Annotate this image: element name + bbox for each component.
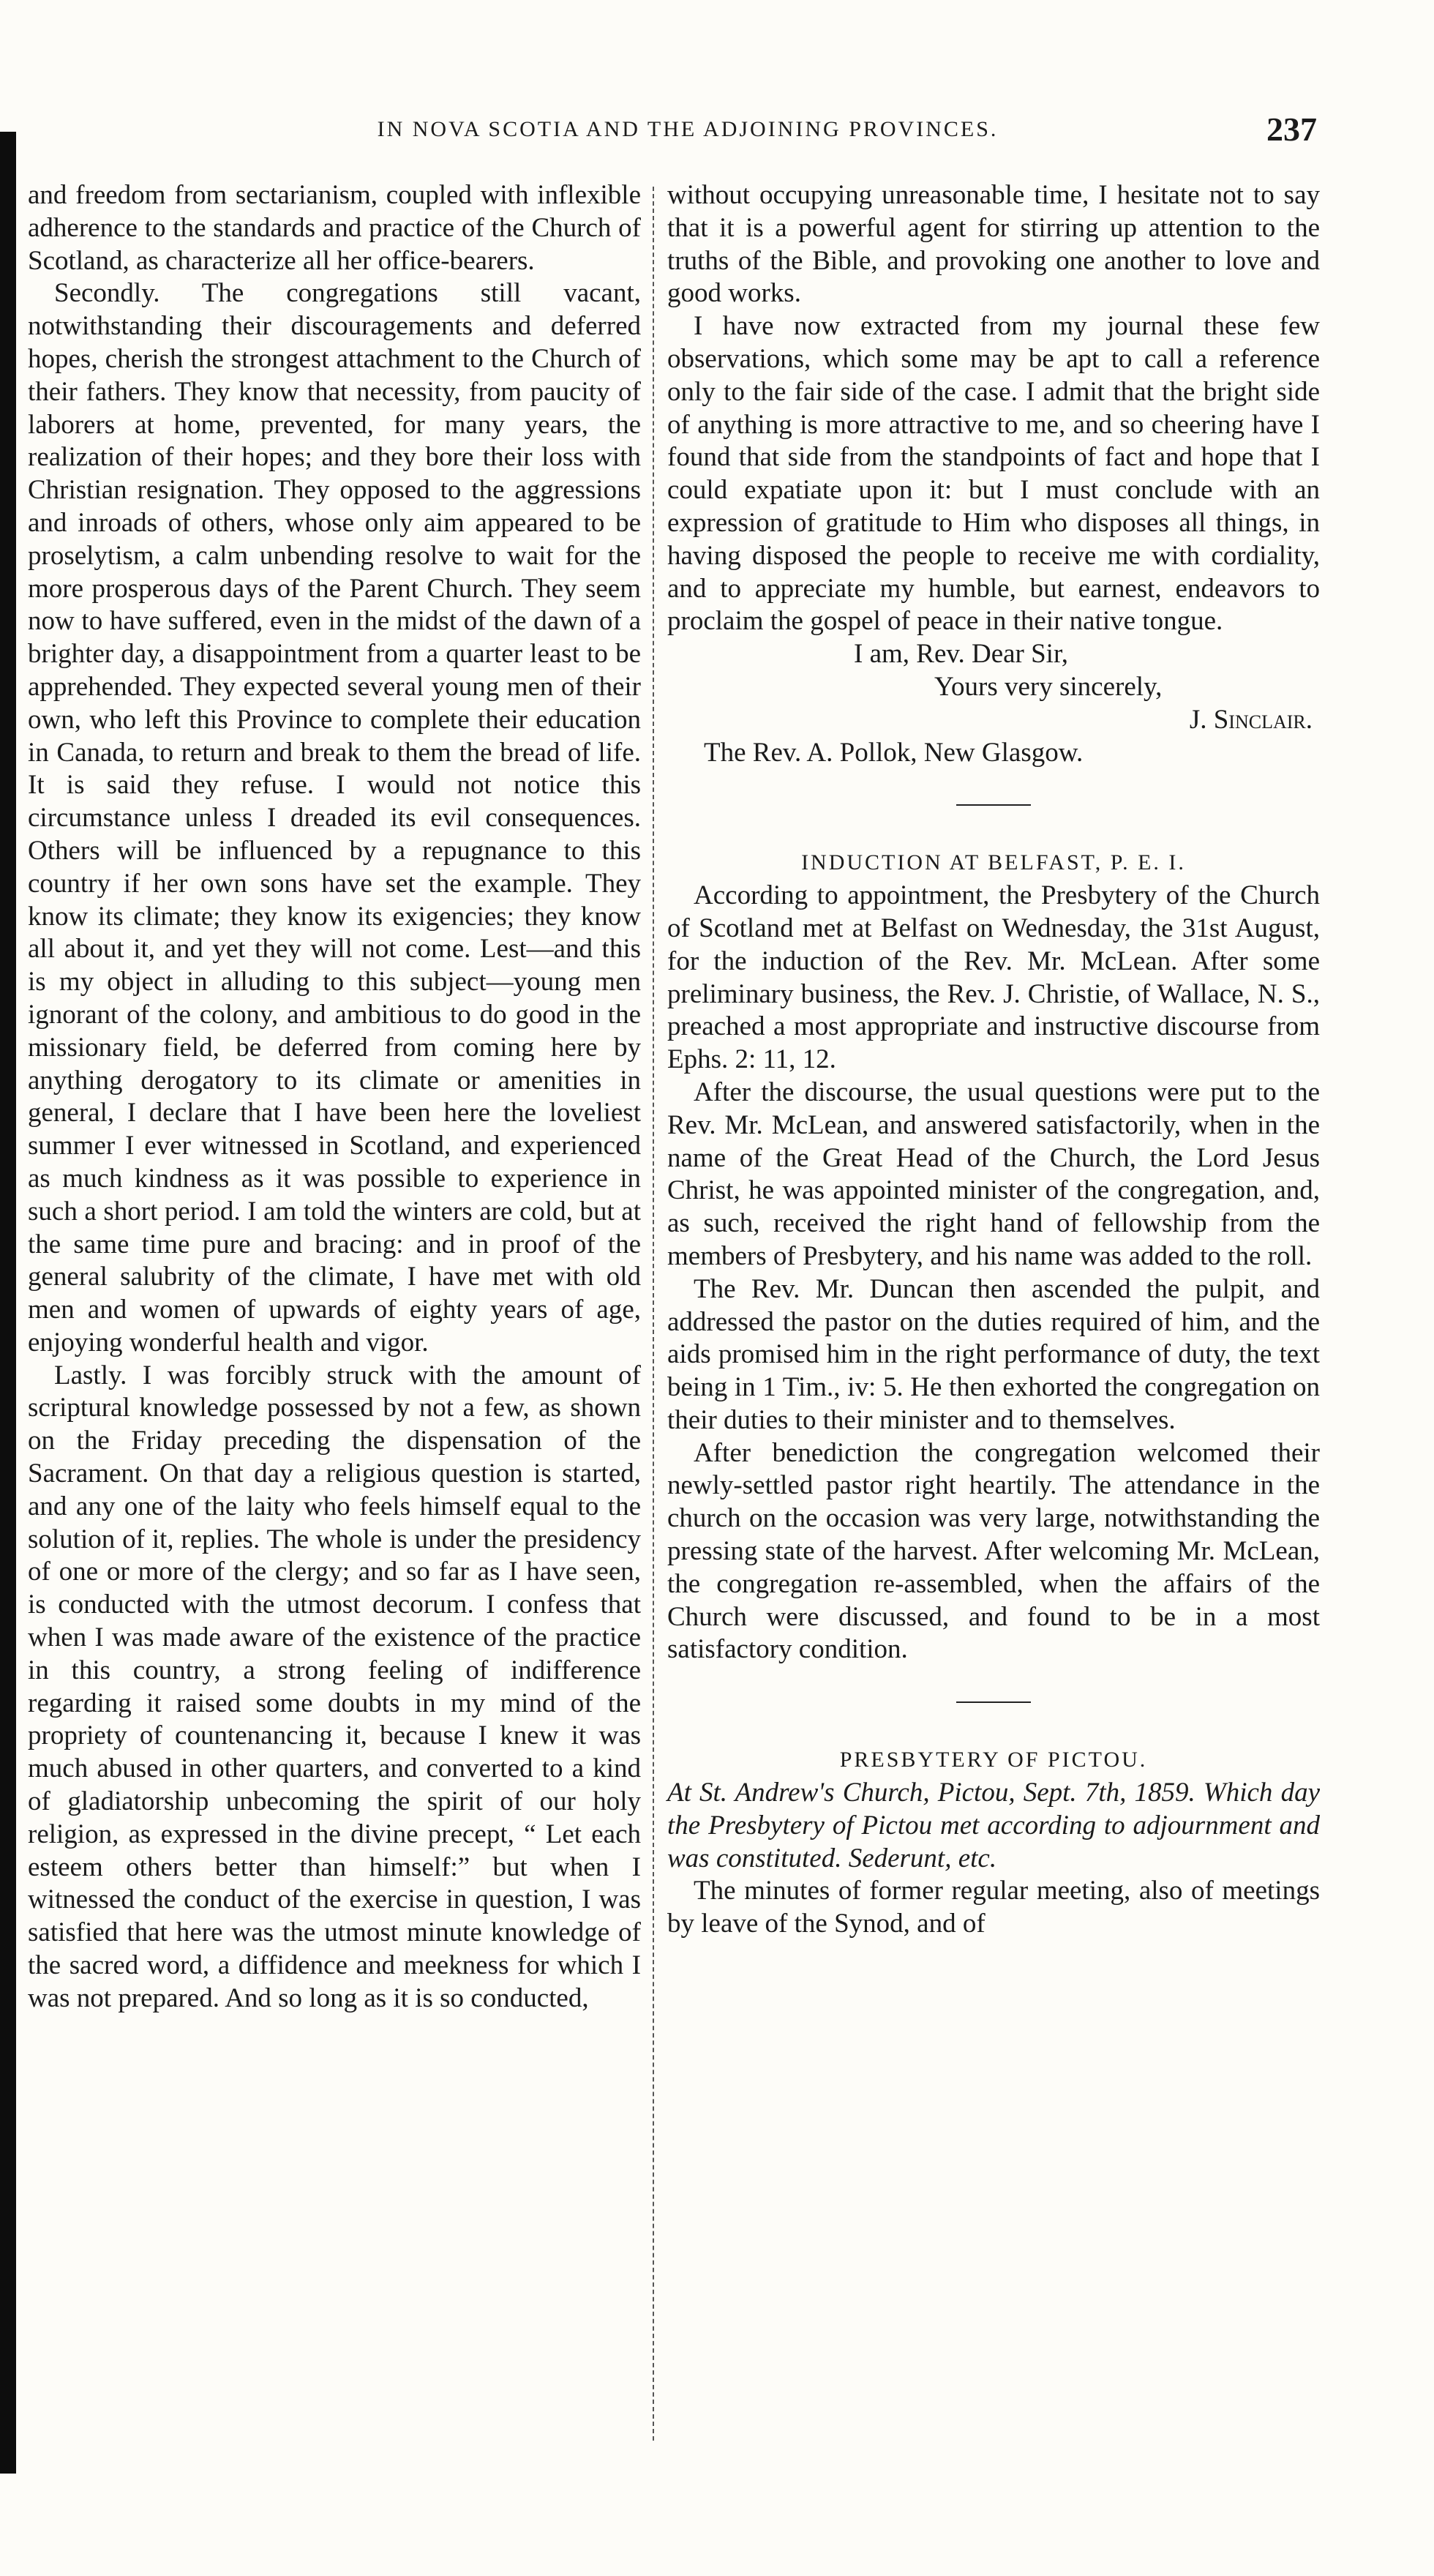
letter-addressee: The Rev. A. Pollok, New Glasgow.: [704, 737, 1084, 768]
running-head: IN NOVA SCOTIA AND THE ADJOINING PROVINCES.: [377, 117, 999, 141]
letter-salutation: I am, Rev. Dear Sir,: [854, 639, 1069, 670]
letter-signature: J. Sinclair.: [1189, 704, 1313, 735]
induction-paragraph: According to appointment, the Presbytery of the Church of Scotland met at Belfast on Wednesday, the 31st August, for the induction of the Rev. Mr. McLean. After some preliminary business, the Rev. J. Christie, of Wallace, N. S., preached a most appropriate and instructive discourse from Ephs. 2: 11, 12.: [667, 880, 1320, 1075]
left-column: [28, 179, 641, 2015]
presbytery-title: PRESBYTERY OF PICTOU.: [839, 1748, 1148, 1772]
induction-title: INDUCTION AT BELFAST, P. E. I.: [801, 850, 1186, 875]
page-number: 237: [1266, 111, 1317, 148]
page-binding-edge: [0, 132, 16, 2474]
induction-paragraph: The Rev. Mr. Duncan then ascended the pulpit, and addressed the pastor on the duties required of him, and the aids promised him in the right performance of duty, the text being in 1 Tim., iv: 5. He then exhorted the congregation on their duties to their minister and to themselves.: [667, 1273, 1320, 1435]
letter-closing: Yours very sincerely,: [934, 671, 1163, 702]
presbytery-minute-heading: At St. Andrew's Church, Pictou, Sept. 7th, 1859. Which day the Presbytery of Pictou met according to adjournment and was constituted. Sederunt, etc.: [667, 1778, 1320, 1873]
left-paragraph-continued: and freedom from sectarianism, coupled with inflexible adherence to the standards and practice of the Church of Scotland, as characterize all her office-bearers.: [28, 180, 641, 276]
letter-paragraph-closing: I have now extracted from my journal these few observations, which some may be apt to call a reference only to the fair side of the case. I admit that the bright side of anything is more attractive to me, and so cheering have I found that side from the standpoints of fact and hope that I could expatiate upon it: but I must conclude with an expression of gratitude to Him who disposes all things, in having disposed the people to receive me with cordiality, and to appreciate my humble, but earnest, endeavors to proclaim the gospel of peace in their native tongue.: [667, 311, 1320, 637]
induction-paragraph: After the discourse, the usual questions were put to the Rev. Mr. McLean, and answered satisfactorily, when in the name of the Great Head of the Church, the Lord Jesus Christ, he was appointed minister of the congregation, and, as such, received the right hand of fellowship from the members of Presbytery, and his name was added to the roll.: [667, 1077, 1320, 1271]
section-divider: [956, 804, 1031, 806]
letter-paragraph-continued: without occupying unreasonable time, I hesitate not to say that it is a powerful agent for stirring up attention to the truths of the Bible, and provoking one another to love and good works.: [667, 180, 1320, 309]
right-column: [667, 179, 1320, 1941]
section-divider: [956, 1701, 1031, 1703]
left-paragraph-secondly: Secondly. The congregations still vacant, notwithstanding their discouragements and deferred hopes, cherish the strongest attachment to the Church of their fathers. They know that necessity, from paucity of laborers at home, prevented, for many years, the realization of their hopes; and they bore their loss with Christian resignation. They opposed to the aggressions and inroads of others, whose only aim appeared to be proselytism, a calm unbending resolve to wait for the more prosperous days of the Parent Church. They seem now to have suffered, even in the midst of the dawn of a brighter day, a disappointment from a quarter least to be apprehended. They expected several young men of their own, who left this Province to complete their education in Canada, to return and break to them the bread of life. It is said they refuse. I would not notice this circumstance unless I dreaded its evil consequences. Others will be influenced by a repugnance to this country if her own sons have set the example. They know its climate; they know its exigencies; they know all about it, and yet they will not come. Lest—and this is my object in alluding to this subject—young men ignorant of the colony, and ambitious to do good in the missionary field, be deferred from coming here by anything derogatory to its climate or amenities in general, I declare that I have been here the loveliest summer I ever witnessed in Scotland, and experienced as much kindness as it was possible to experience in such a short period. I am told the winters are cold, but at the same time pure and bracing: and in proof of the general salubrity of the climate, I have met with old men and women of upwards of eighty years of age, enjoying wonderful health and vigor.: [28, 278, 641, 1358]
column-rule: [653, 187, 654, 2441]
left-paragraph-lastly: Lastly. I was forcibly struck with the amount of scriptural knowledge possessed by not a few, as shown on the Friday preceding the dispensation of the Sacrament. On that day a religious question is started, and any one of the laity who feels himself equal to the solution of it, replies. The whole is under the presidency of one or more of the clergy; and so far as I have seen, is conducted with the utmost decorum. I confess that when I was made aware of the existence of the practice in this country, a strong feeling of indifference regarding it raised some doubts in my mind of the propriety of countenancing it, because I knew it was much abused in other quarters, and converted to a kind of gladiatorship unbecoming the spirit of our holy religion, as expressed in the divine precept, “ Let each esteem others better than himself:” but when I witnessed the conduct of the exercise in question, I was satisfied that here was the utmost minute knowledge of the sacred word, a diffidence and meekness for which I was not prepared. And so long as it is so conducted,: [28, 1360, 641, 2013]
induction-paragraph: After benediction the congregation welcomed their newly-settled pastor right heartily. The attendance in the church on the occasion was very large, notwithstanding the pressing state of the harvest. After welcoming Mr. McLean, the congregation re-assembled, when the affairs of the Church were discussed, and found to be in a most satisfactory condition.: [667, 1437, 1320, 1665]
presbytery-paragraph: The minutes of former regular meeting, also of meetings by leave of the Synod, and of: [667, 1876, 1320, 1939]
